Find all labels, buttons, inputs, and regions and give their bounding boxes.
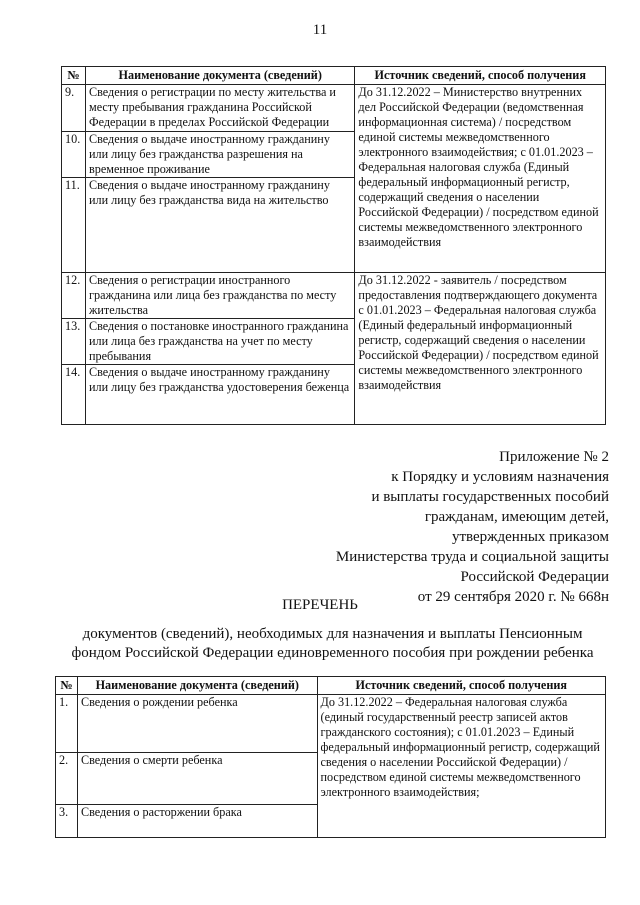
row-document-name: Сведения о расторжении брака [77, 805, 317, 838]
appendix-line: утвержденных приказом [451, 529, 609, 545]
row-source: До 31.12.2022 – Федеральная налоговая служба (единый государственный реестр записей актов гражданского состояния); с 01.01.2023 – Единый федеральный информационный регистр, содержащий сведения о населении Российской Федерации) / посредством единой системы межведомственного электронного взаимодействия; [317, 695, 605, 838]
column-header-source: Источник сведений, способ получения [355, 67, 606, 85]
column-header-number: № [56, 677, 78, 695]
row-document-name: Сведения о смерти ребенка [77, 753, 317, 805]
appendix-line: и выплаты государственных пособий [371, 489, 609, 505]
table-row [62, 85, 606, 132]
column-header-number: № [62, 67, 86, 85]
row-document-name: Сведения о рождении ребенка [77, 695, 317, 753]
row-document-name: Сведения о постановке иностранного гражданина или лица без гражданства на учет по месту пребывания [85, 319, 354, 365]
row-number: 11. [62, 178, 86, 273]
appendix-line: от 29 сентября 2020 г. № 668н [417, 589, 609, 605]
document-title: ПЕРЕЧЕНЬ [282, 597, 358, 613]
row-number: 12. [62, 273, 86, 319]
row-document-name: Сведения о регистрации иностранного гражданина или лица без гражданства по месту жительства [85, 273, 354, 319]
table-header-row [62, 67, 606, 85]
row-number: 10. [62, 132, 86, 178]
document-subtitle: документов (сведений), необходимых для назначения и выплаты Пенсионным фондом Российской Федерации единовременного пособия при рождении ребенка [71, 626, 594, 661]
column-header-name: Наименование документа (сведений) [77, 677, 317, 695]
row-number: 1. [56, 695, 78, 753]
appendix-line: Министерства труда и социальной защиты [335, 549, 609, 565]
table-row [56, 695, 606, 753]
row-number: 13. [62, 319, 86, 365]
documents-table [55, 676, 606, 838]
appendix-header [336, 447, 609, 607]
row-number: 9. [62, 85, 86, 132]
row-document-name: Сведения о выдаче иностранному гражданину или лицу без гражданства удостоверения беженца [85, 365, 354, 425]
page-number: 11 [312, 22, 328, 38]
table-row [62, 273, 606, 319]
row-source: До 31.12.2022 – Министерство внутренних дел Российской Федерации (ведомственная информационная система) / посредством единой системы межведомственного электронного взаимодействия; с 01.01.2023 – Федеральная налоговая служба (Единый федеральный информационный регистр, содержащий сведения о населении Российской Федерации) / посредством единой системы межведомственного электронного взаимодействия [355, 85, 606, 273]
row-document-name: Сведения о выдаче иностранному гражданину или лицу без гражданства разрешения на временное проживание [85, 132, 354, 178]
appendix-line: Приложение № 2 [499, 449, 609, 465]
appendix-line: к Порядку и условиям назначения [391, 469, 609, 485]
row-document-name: Сведения о регистрации по месту жительства и месту пребывания гражданина Российской Федерации в пределах Российской Федерации [85, 85, 354, 132]
column-header-source: Источник сведений, способ получения [317, 677, 605, 695]
row-number: 2. [56, 753, 78, 805]
row-number: 3. [56, 805, 78, 838]
documents-table-continued [61, 66, 606, 425]
appendix-line: гражданам, имеющим детей, [424, 509, 609, 525]
row-document-name: Сведения о выдаче иностранному гражданину или лицу без гражданства вида на жительство [85, 178, 354, 273]
column-header-name: Наименование документа (сведений) [85, 67, 354, 85]
row-number: 14. [62, 365, 86, 425]
appendix-line: Российской Федерации [460, 569, 609, 585]
row-source: До 31.12.2022 - заявитель / посредством предоставления подтверждающего документа с 01.01.2023 – Федеральная налоговая служба (Единый федеральный информационный регистр, содержащий сведения о населении Российской Федерации) / посредством единой системы межведомственного электронного взаимодействия [355, 273, 606, 425]
table-header-row [56, 677, 606, 695]
